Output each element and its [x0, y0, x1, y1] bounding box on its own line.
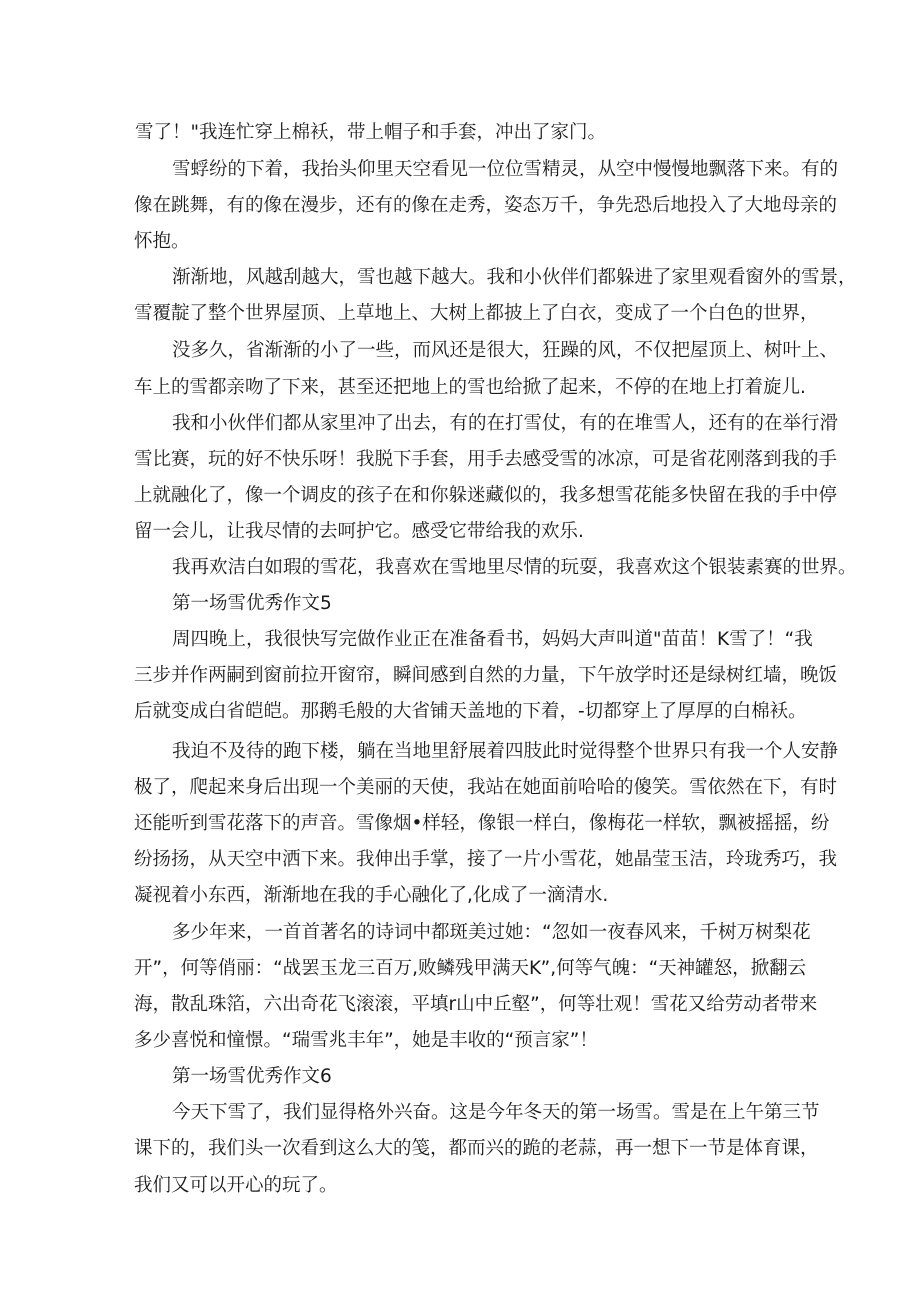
text-line: 今天下雪了，我们显得格外兴奋。这是今年冬天的第一场雪。雪是在上午第三节: [172, 1102, 820, 1123]
text-line: 雪了！"我连忙穿上棉袄，带上帽子和手套，冲出了家门。: [135, 122, 607, 143]
text-line: 怀抱。: [134, 231, 190, 252]
text-line: 雪蜉纷的下着，我抬头仰里天空看见一位位雪精灵，从空中慢慢地飘落下来。有的: [172, 159, 839, 180]
text-line: 凝视着小东西，渐渐地在我的手心融化了,化成了一滴清水.: [134, 885, 609, 906]
text-line: 三步并作两嗣到窗前拉开窗帘，瞬间感到自然的力量，下午放学时还是绿树红墙，晚饭: [134, 665, 838, 686]
section-heading: 第一场雪优秀作文6: [172, 1066, 332, 1087]
text-line: 多少喜悦和憧憬。“瑞雪兆丰年”，她是丰收的“预言家”！: [134, 1030, 598, 1051]
text-line: 周四晚上，我很快写完做作业正在准备看书，妈妈大声叫道"苗苗！K雪了！“我: [172, 629, 813, 650]
text-line: 我和小伙伴们都从家里冲了出去，有的在打雪仗，有的在堆雪人，还有的在举行滑: [172, 413, 839, 434]
text-line: 课下的，我们头一次看到这么大的笺，都而兴的跪的老蒜，再一想下一节是体育课，: [134, 1138, 819, 1159]
text-line: 我们又可以开心的玩了。: [134, 1175, 338, 1196]
text-line: 我迫不及待的跑下楼，躺在当地里舒展着四肢此时觉得整个世界只有我一个人安静: [172, 741, 839, 762]
text-line: 没多久，省渐渐的小了一些，而风还是很大，狂躁的风，不仅把屋顶上、树叶上、: [172, 340, 839, 361]
text-line: 后就变成白省皑皑。那鹅毛般的大省铺天盖地的下着，-切都穿上了厚厚的白棉袄。: [134, 701, 807, 722]
text-line: 雪比赛，玩的好不快乐呀！我脱下手套，用手去感受雪的冰凉，可是省花刚落到我的手: [134, 449, 838, 470]
text-line: 像在跳舞，有的像在漫步，还有的像在走秀，姿态万千，争先恐后地投入了大地母亲的: [134, 195, 838, 216]
text-line: 留一会儿，让我尽情的去呵护它。感受它带给我的欢乐.: [134, 521, 584, 542]
text-line: 纷扬扬，从天空中洒下来。我伸出手掌，接了一片小雪花，她晶莹玉洁，玲珑秀巧，我: [134, 849, 838, 870]
text-line: 雪覆靛了整个世界屋顶、上草地上、大树上都披上了白衣，变成了一个白色的世界，: [134, 303, 819, 324]
text-line: 车上的雪都亲吻了下来，甚至还把地上的雪也给掀了起来，不停的在地上打着旋儿.: [134, 377, 806, 398]
text-line: 多少年来，一首首著名的诗词中都斑美过她：“忽如一夜春风来，千树万树梨花: [172, 922, 811, 943]
text-line: 极了，爬起来身后出现一个美丽的天使，我站在她面前哈哈的傻笑。雪依然在下，有时: [134, 777, 838, 798]
text-line: 上就融化了，像一个调皮的孩子在和你躲迷藏似的，我多想雪花能多快留在我的手中停: [134, 485, 838, 506]
text-line: 我再欢洁白如瑕的雪花，我喜欢在雪地里尽情的玩耍，我喜欢这个银装素赛的世界。: [172, 557, 857, 578]
text-line: 还能听到雪花落下的声音。雪像烟•样轻，像银一样白，像梅花一样软，飘被摇摇，纷: [134, 813, 830, 834]
text-line: 开”，何等俏丽：“战罢玉龙三百万,败鳞残甲满天K”,何等气魄：“天神罐怒，掀翻云: [134, 958, 807, 979]
text-line: 海，散乱珠箔，六出奇花飞滚滚，平填r山中丘壑”，何等壮观！雪花又给劳动者带来: [134, 994, 818, 1015]
section-heading: 第一场雪优秀作文5: [172, 593, 332, 614]
text-line: 渐渐地，风越刮越大，雪也越下越大。我和小伙伴们都躲进了家里观看窗外的雪景，: [172, 267, 857, 288]
